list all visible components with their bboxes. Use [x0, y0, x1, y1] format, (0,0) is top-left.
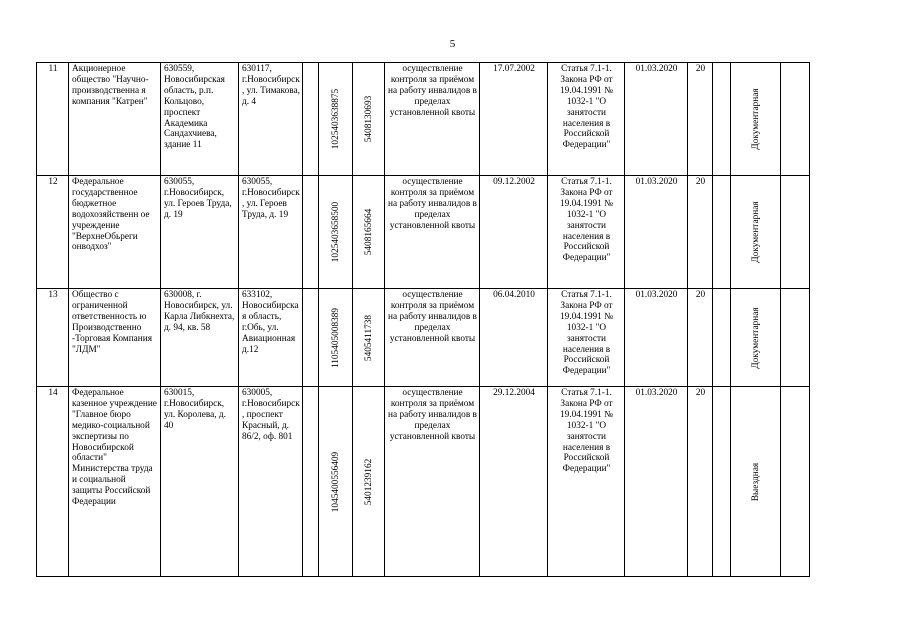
table-row — [37, 63, 810, 176]
start-date: 01.03.2020 — [625, 289, 688, 387]
inn-cell — [353, 176, 385, 289]
duration-days: 20 — [688, 387, 713, 577]
empty-cell — [303, 63, 319, 176]
empty-cell — [303, 289, 319, 387]
ogrn: 1045400556409 — [330, 451, 341, 512]
table-row — [37, 387, 810, 577]
ogrn: 1025403638875 — [330, 88, 341, 150]
empty-cell — [303, 176, 319, 289]
ogrn-cell — [319, 176, 353, 289]
inspection-subject: осуществление контроля за приёмом на работу инвалидов в пределах установленной квоты — [385, 289, 480, 387]
empty-cell — [713, 63, 731, 176]
inn-cell — [353, 63, 385, 176]
organization-name: Федеральное государственное бюджетное водохозяйственн ое учреждение "ВерхнеОбьреги онводхоз" — [69, 176, 161, 289]
organization-name: Федеральное казенное учреждение "Главное бюро медико-социальной экспертизы по Новосибирской области" Министерства труда и социальной защиты Российской Федерации — [69, 387, 161, 577]
ogrn-cell — [319, 289, 353, 387]
empty-cell — [713, 387, 731, 577]
start-date: 01.03.2020 — [625, 176, 688, 289]
empty-cell — [781, 387, 810, 577]
actual-address: 633102, Новосибирская область, г.Обь, ул. Авиационная д.12 — [239, 289, 303, 387]
legal-basis: Статья 7.1-1. Закона РФ от 19.04.1991 № 1032-1 "О занятости населения в Российской Федерации" — [548, 387, 625, 577]
legal-address: 630015, г.Новосибирск, ул. Королева, д. 40 — [161, 387, 239, 577]
actual-address: 630117, г.Новосибирск, ул. Тимакова, д. 4 — [239, 63, 303, 176]
ogrn-cell — [319, 387, 353, 577]
registration-date: 09.12.2002 — [480, 176, 548, 289]
start-date: 01.03.2020 — [625, 63, 688, 176]
empty-cell — [303, 387, 319, 577]
inspection-form-cell — [731, 289, 781, 387]
inn-cell — [353, 387, 385, 577]
organization-name: Общество с ограниченной ответственность ю Производственно -Торговая Компания "ЛДМ" — [69, 289, 161, 387]
empty-cell — [781, 63, 810, 176]
inn-cell — [353, 289, 385, 387]
table-row — [37, 176, 810, 289]
legal-address: 630008, г. Новосибирск, ул. Карла Либкнехта, д. 94, кв. 58 — [161, 289, 239, 387]
empty-cell — [713, 289, 731, 387]
organization-name: Акционерное общество "Научно-производственна я компания "Катрен" — [69, 63, 161, 176]
inspection-form: Выездная — [750, 462, 761, 501]
row-number: 11 — [37, 63, 69, 176]
row-number: 14 — [37, 387, 69, 577]
inspection-form-cell — [731, 176, 781, 289]
inspection-form-cell — [731, 63, 781, 176]
legal-basis: Статья 7.1-1. Закона РФ от 19.04.1991 № 1032-1 "О занятости населения в Российской Федерации" — [548, 289, 625, 387]
row-number: 12 — [37, 176, 69, 289]
duration-days: 20 — [688, 63, 713, 176]
inn: 5408130693 — [363, 95, 374, 143]
duration-days: 20 — [688, 176, 713, 289]
inspection-subject: осуществление контроля за приёмом на работу инвалидов в пределах установленной квоты — [385, 387, 480, 577]
inspection-form-cell — [731, 387, 781, 577]
actual-address: 630005, г.Новосибирск, проспект Красный, д. 86/2, оф. 801 — [239, 387, 303, 577]
empty-cell — [781, 176, 810, 289]
duration-days: 20 — [688, 289, 713, 387]
ogrn-cell — [319, 63, 353, 176]
inn: 5405411738 — [363, 314, 374, 361]
ogrn: 1105405008389 — [330, 307, 341, 368]
inspection-form: Документарная — [750, 306, 761, 369]
page-number: 5 — [449, 38, 456, 50]
legal-address: 630055, г.Новосибирск, ул. Героев Труда, д. 19 — [161, 176, 239, 289]
registration-date: 17.07.2002 — [480, 63, 548, 176]
row-number: 13 — [37, 289, 69, 387]
actual-address: 630055, г.Новосибирск, ул. Героев Труда, д. 19 — [239, 176, 303, 289]
inspection-form: Документарная — [750, 201, 761, 263]
inn: 5408165664 — [363, 208, 374, 256]
inn: 5401239162 — [363, 458, 374, 505]
legal-address: 630559, Новосибирская область, р.п. Кольцово, проспект Академика Сандахчиева, здание 11 — [161, 63, 239, 176]
inspection-subject: осуществление контроля за приёмом на работу инвалидов в пределах установленной квоты — [385, 63, 480, 176]
inspection-plan-table — [36, 62, 810, 577]
inspection-subject: осуществление контроля за приёмом на работу инвалидов в пределах установленной квоты — [385, 176, 480, 289]
empty-cell — [781, 289, 810, 387]
legal-basis: Статья 7.1-1. Закона РФ от 19.04.1991 № 1032-1 "О занятости населения в Российской Федерации" — [548, 63, 625, 176]
registration-date: 06.04.2010 — [480, 289, 548, 387]
inspection-form: Документарная — [750, 88, 761, 150]
legal-basis: Статья 7.1-1. Закона РФ от 19.04.1991 № 1032-1 "О занятости населения в Российской Федерации" — [548, 176, 625, 289]
table-row — [37, 289, 810, 387]
registration-date: 29.12.2004 — [480, 387, 548, 577]
empty-cell — [713, 176, 731, 289]
ogrn: 1025403658500 — [330, 201, 341, 263]
start-date: 01.03.2020 — [625, 387, 688, 577]
